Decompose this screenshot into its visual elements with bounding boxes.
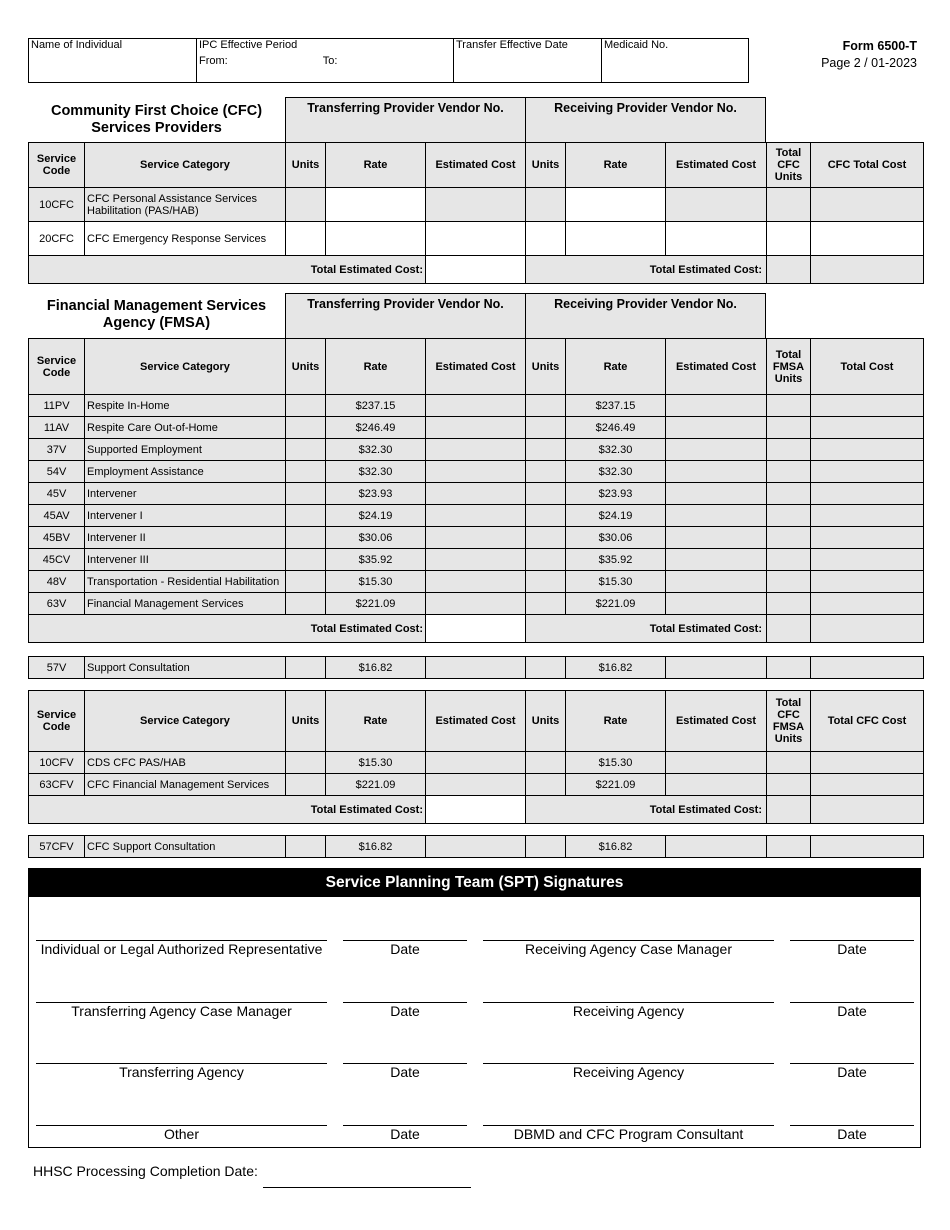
units-cell[interactable]	[526, 752, 566, 774]
service-code: 63V	[29, 593, 85, 615]
rate-cell[interactable]: $221.09	[326, 774, 426, 796]
service-code: 54V	[29, 461, 85, 483]
service-code: 57V	[29, 657, 85, 679]
table-row	[29, 505, 924, 527]
units-cell[interactable]	[526, 549, 566, 571]
col-units: Units	[526, 143, 566, 188]
table-row	[29, 593, 924, 615]
ipc-effective-period-field[interactable]	[197, 39, 454, 83]
units-cell[interactable]	[526, 483, 566, 505]
table-row	[29, 395, 924, 417]
estimated-cost-cell[interactable]	[666, 774, 767, 796]
units-cell[interactable]	[286, 417, 326, 439]
total-cost-cell[interactable]	[811, 593, 924, 615]
total-estimated-cost-cell[interactable]	[426, 615, 526, 643]
table-row	[29, 417, 924, 439]
signature-label: Other	[163, 1125, 199, 1142]
estimated-cost-cell[interactable]	[426, 527, 526, 549]
rate-cell[interactable]: $32.30	[326, 461, 426, 483]
units-cell[interactable]	[526, 395, 566, 417]
total-cost-cell[interactable]	[811, 571, 924, 593]
col-service-category: Service Category	[85, 339, 286, 395]
col-units: Units	[526, 339, 566, 395]
service-category: Financial Management Services	[85, 593, 286, 615]
total-estimated-cost-label: Total Estimated Cost:	[526, 796, 767, 824]
service-category: Intervener II	[85, 527, 286, 549]
rate-cell[interactable]: $15.30	[326, 752, 426, 774]
cfc-transferring-vendor-header[interactable]: Transferring Provider Vendor No.	[285, 97, 526, 143]
table-row	[29, 571, 924, 593]
units-cell[interactable]	[526, 439, 566, 461]
hhsc-completion-date-line[interactable]	[263, 1187, 471, 1188]
name-label: Name of Individual	[31, 39, 123, 51]
units-cell[interactable]	[526, 593, 566, 615]
table-row	[29, 752, 924, 774]
col-estimated-cost: Estimated Cost	[426, 691, 526, 752]
units-cell[interactable]	[526, 527, 566, 549]
table-row	[29, 483, 924, 505]
rate-cell[interactable]: $246.49	[326, 417, 426, 439]
units-cell[interactable]	[286, 461, 326, 483]
rate-cell[interactable]: $24.19	[326, 505, 426, 527]
service-code: 48V	[29, 571, 85, 593]
service-category: Supported Employment	[85, 439, 286, 461]
service-code: 45CV	[29, 549, 85, 571]
signature-label: Receiving Agency Case Manager	[524, 941, 732, 957]
total-units-cell[interactable]	[767, 549, 811, 571]
col-rate: Rate	[326, 339, 426, 395]
units-cell[interactable]	[286, 395, 326, 417]
total-units-cell[interactable]	[767, 752, 811, 774]
estimated-cost-cell[interactable]	[666, 461, 767, 483]
col-total-cfc-units: Total CFC Units	[767, 143, 811, 188]
estimated-cost-cell[interactable]	[666, 657, 767, 679]
total-cost-cell[interactable]	[811, 615, 924, 643]
rate-cell[interactable]: $221.09	[566, 774, 666, 796]
units-cell[interactable]	[526, 505, 566, 527]
total-row	[29, 615, 924, 643]
estimated-cost-cell[interactable]	[666, 483, 767, 505]
estimated-cost-cell[interactable]	[666, 549, 767, 571]
estimated-cost-cell[interactable]	[666, 527, 767, 549]
col-rate: Rate	[326, 691, 426, 752]
col-service-category: Service Category	[85, 691, 286, 752]
col-total-cfc-cost: Total CFC Cost	[811, 691, 924, 752]
units-cell[interactable]	[286, 505, 326, 527]
date-label: Date	[837, 1064, 867, 1080]
rate-cell[interactable]	[566, 222, 666, 256]
units-cell[interactable]	[526, 571, 566, 593]
rate-cell[interactable]: $30.06	[326, 527, 426, 549]
total-estimated-cost-label: Total Estimated Cost:	[526, 256, 767, 284]
service-code: 45BV	[29, 527, 85, 549]
units-cell[interactable]	[286, 188, 326, 222]
total-cost-cell[interactable]	[811, 188, 924, 222]
support-consultation-table	[28, 656, 924, 679]
total-units-cell[interactable]	[767, 593, 811, 615]
rate-cell[interactable]	[326, 222, 426, 256]
units-cell[interactable]	[286, 657, 326, 679]
col-service-code: Service Code	[29, 143, 85, 188]
rate-cell[interactable]: $16.82	[566, 836, 666, 858]
col-estimated-cost: Estimated Cost	[666, 143, 767, 188]
estimated-cost-cell[interactable]	[426, 774, 526, 796]
col-rate: Rate	[566, 691, 666, 752]
cfc-section-title	[28, 103, 285, 137]
rate-cell[interactable]: $35.92	[566, 549, 666, 571]
total-units-cell[interactable]	[767, 796, 811, 824]
rate-cell[interactable]: $237.15	[566, 395, 666, 417]
units-cell[interactable]	[526, 461, 566, 483]
fmsa-receiving-vendor-header[interactable]: Receiving Provider Vendor No.	[525, 293, 766, 339]
units-cell[interactable]	[526, 774, 566, 796]
date-label: Date	[390, 941, 420, 957]
service-category: Employment Assistance	[85, 461, 286, 483]
rate-cell[interactable]: $15.30	[326, 571, 426, 593]
estimated-cost-cell[interactable]	[426, 483, 526, 505]
service-code: 11AV	[29, 417, 85, 439]
name-of-individual-field[interactable]	[29, 39, 197, 83]
total-cost-cell[interactable]	[811, 395, 924, 417]
service-category: Respite Care Out-of-Home	[85, 417, 286, 439]
total-units-cell[interactable]	[767, 527, 811, 549]
total-estimated-cost-label: Total Estimated Cost:	[526, 615, 767, 643]
rate-cell[interactable]	[326, 188, 426, 222]
estimated-cost-cell[interactable]	[666, 188, 767, 222]
table-row	[29, 188, 924, 222]
transfer-effective-date-field[interactable]	[454, 39, 602, 83]
units-cell[interactable]	[286, 222, 326, 256]
estimated-cost-cell[interactable]	[666, 395, 767, 417]
date-label: Date	[390, 1002, 420, 1019]
col-service-category: Service Category	[85, 143, 286, 188]
rate-cell[interactable]: $23.93	[326, 483, 426, 505]
cds-cfc-services-table	[28, 690, 924, 824]
rate-cell[interactable]: $35.92	[326, 549, 426, 571]
estimated-cost-cell[interactable]	[426, 417, 526, 439]
rate-cell[interactable]: $32.30	[326, 439, 426, 461]
col-service-code: Service Code	[29, 339, 85, 395]
units-cell[interactable]	[286, 752, 326, 774]
col-units: Units	[526, 691, 566, 752]
signature-label: Receiving Agency	[572, 1002, 685, 1019]
total-units-cell[interactable]	[767, 615, 811, 643]
table-row	[29, 657, 924, 679]
units-cell[interactable]	[286, 593, 326, 615]
col-total-fmsa-units: Total FMSA Units	[767, 339, 811, 395]
date-label: Date	[837, 1002, 867, 1019]
total-units-cell[interactable]	[767, 256, 811, 284]
fmsa-title-line1: Financial Management Services	[46, 298, 267, 314]
units-cell[interactable]	[286, 549, 326, 571]
units-cell[interactable]	[286, 527, 326, 549]
total-cost-cell[interactable]	[811, 657, 924, 679]
ipc-label: IPC Effective Period	[199, 39, 298, 51]
total-cost-cell[interactable]	[811, 256, 924, 284]
total-estimated-cost-label: Total Estimated Cost:	[29, 615, 426, 643]
col-units: Units	[286, 143, 326, 188]
service-category: Intervener I	[85, 505, 286, 527]
rate-cell[interactable]: $32.30	[566, 439, 666, 461]
total-units-cell[interactable]	[767, 461, 811, 483]
units-cell[interactable]	[286, 836, 326, 858]
units-cell[interactable]	[526, 188, 566, 222]
estimated-cost-cell[interactable]	[426, 461, 526, 483]
cfc-support-consultation-table	[28, 835, 924, 858]
to-label: To:	[322, 55, 338, 67]
total-cost-cell[interactable]	[811, 796, 924, 824]
estimated-cost-cell[interactable]	[666, 836, 767, 858]
service-code: 45AV	[29, 505, 85, 527]
signature-label: Individual or Legal Authorized Representative	[40, 941, 323, 957]
table-row	[29, 836, 924, 858]
service-category: Intervener III	[85, 549, 286, 571]
units-cell[interactable]	[286, 774, 326, 796]
date-label: Date	[837, 941, 867, 957]
col-units: Units	[286, 691, 326, 752]
table-row	[29, 774, 924, 796]
total-cost-cell[interactable]	[811, 505, 924, 527]
col-total-cost: Total Cost	[811, 339, 924, 395]
form-number: Form 6500-T	[842, 39, 917, 53]
rate-cell[interactable]: $221.09	[566, 593, 666, 615]
service-category: Intervener	[85, 483, 286, 505]
service-category: CFC Emergency Response Services	[85, 222, 286, 256]
col-rate: Rate	[566, 339, 666, 395]
total-estimated-cost-cell[interactable]	[426, 796, 526, 824]
total-units-cell[interactable]	[767, 657, 811, 679]
col-units: Units	[286, 339, 326, 395]
total-estimated-cost-label: Total Estimated Cost:	[29, 796, 426, 824]
service-code: 10CFC	[29, 188, 85, 222]
service-category: Respite In-Home	[85, 395, 286, 417]
total-units-cell[interactable]	[767, 505, 811, 527]
total-units-cell[interactable]	[767, 571, 811, 593]
table-row	[29, 527, 924, 549]
total-cost-cell[interactable]	[811, 222, 924, 256]
total-cost-cell[interactable]	[811, 483, 924, 505]
total-cost-cell[interactable]	[811, 774, 924, 796]
total-cost-cell[interactable]	[811, 836, 924, 858]
transfer-label: Transfer Effective Date	[456, 39, 568, 51]
date-label: Date	[837, 1125, 867, 1142]
service-category: CFC Financial Management Services	[85, 774, 286, 796]
total-estimated-cost-cell[interactable]	[426, 256, 526, 284]
rate-cell[interactable]: $237.15	[326, 395, 426, 417]
estimated-cost-cell[interactable]	[426, 657, 526, 679]
total-estimated-cost-label: Total Estimated Cost:	[29, 256, 426, 284]
table-row	[29, 222, 924, 256]
signature-label: Receiving Agency	[572, 1064, 685, 1080]
rate-cell[interactable]: $30.06	[566, 527, 666, 549]
service-code: 11PV	[29, 395, 85, 417]
total-cost-cell[interactable]	[811, 549, 924, 571]
service-category: CFC Personal Assistance Services Habilitation (PAS/HAB)	[85, 188, 286, 222]
total-row	[29, 796, 924, 824]
service-code: 20CFC	[29, 222, 85, 256]
rate-cell[interactable]: $24.19	[566, 505, 666, 527]
cfc-title-line1: Community First Choice (CFC)	[50, 103, 263, 119]
cfc-services-table	[28, 142, 924, 284]
units-cell[interactable]	[286, 483, 326, 505]
estimated-cost-cell[interactable]	[666, 752, 767, 774]
col-total-cfc-fmsa-units: Total CFC FMSA Units	[767, 691, 811, 752]
units-cell[interactable]	[526, 657, 566, 679]
date-label: Date	[390, 1064, 420, 1080]
estimated-cost-cell[interactable]	[426, 836, 526, 858]
estimated-cost-cell[interactable]	[666, 222, 767, 256]
total-units-cell[interactable]	[767, 395, 811, 417]
fmsa-section-title	[28, 298, 285, 332]
units-cell[interactable]	[286, 571, 326, 593]
rate-cell[interactable]: $32.30	[566, 461, 666, 483]
medicaid-number-field[interactable]	[602, 39, 749, 83]
estimated-cost-cell[interactable]	[426, 571, 526, 593]
fmsa-services-table	[28, 338, 924, 643]
total-units-cell[interactable]	[767, 222, 811, 256]
page-info: Page 2 / 01-2023	[821, 56, 917, 70]
rate-cell[interactable]: $246.49	[566, 417, 666, 439]
col-service-code: Service Code	[29, 691, 85, 752]
hhsc-completion-label: HHSC Processing Completion Date:	[33, 1163, 258, 1179]
estimated-cost-cell[interactable]	[666, 439, 767, 461]
service-category: Support Consultation	[85, 657, 286, 679]
estimated-cost-cell[interactable]	[666, 593, 767, 615]
total-cost-cell[interactable]	[811, 439, 924, 461]
estimated-cost-cell[interactable]	[426, 395, 526, 417]
header-info-table	[28, 38, 749, 83]
cfc-receiving-vendor-header[interactable]: Receiving Provider Vendor No.	[525, 97, 766, 143]
rate-cell[interactable]: $15.30	[566, 571, 666, 593]
rate-cell[interactable]: $16.82	[566, 657, 666, 679]
col-estimated-cost: Estimated Cost	[666, 691, 767, 752]
units-cell[interactable]	[526, 417, 566, 439]
cfc-title-line2: Services Providers	[91, 120, 222, 136]
estimated-cost-cell[interactable]	[426, 188, 526, 222]
units-cell[interactable]	[526, 836, 566, 858]
col-rate: Rate	[326, 143, 426, 188]
col-estimated-cost: Estimated Cost	[666, 339, 767, 395]
service-code: 57CFV	[29, 836, 85, 858]
fmsa-transferring-vendor-header[interactable]: Transferring Provider Vendor No.	[285, 293, 526, 339]
service-category: CFC Support Consultation	[85, 836, 286, 858]
medicaid-label: Medicaid No.	[604, 39, 669, 51]
total-units-cell[interactable]	[767, 439, 811, 461]
signature-label: DBMD and CFC Program Consultant	[513, 1125, 744, 1142]
table-row	[29, 461, 924, 483]
total-row	[29, 256, 924, 284]
rate-cell[interactable]: $15.30	[566, 752, 666, 774]
service-category: Transportation - Residential Habilitation	[85, 571, 286, 593]
service-code: 63CFV	[29, 774, 85, 796]
fmsa-title-line2: Agency (FMSA)	[102, 315, 211, 331]
estimated-cost-cell[interactable]	[426, 752, 526, 774]
signatures-title: Service Planning Team (SPT) Signatures	[29, 869, 920, 897]
service-code: 37V	[29, 439, 85, 461]
signature-label: Transferring Agency	[119, 1064, 244, 1080]
service-category: CDS CFC PAS/HAB	[85, 752, 286, 774]
col-estimated-cost: Estimated Cost	[426, 339, 526, 395]
rate-cell[interactable]	[566, 188, 666, 222]
rate-cell[interactable]: $16.82	[326, 657, 426, 679]
total-cost-cell[interactable]	[811, 752, 924, 774]
total-units-cell[interactable]	[767, 774, 811, 796]
total-cost-cell[interactable]	[811, 417, 924, 439]
from-label: From:	[199, 55, 228, 67]
signature-label: Transferring Agency Case Manager	[71, 1002, 292, 1019]
estimated-cost-cell[interactable]	[426, 439, 526, 461]
estimated-cost-cell[interactable]	[426, 222, 526, 256]
col-cfc-total-cost: CFC Total Cost	[811, 143, 924, 188]
date-label: Date	[390, 1125, 420, 1142]
estimated-cost-cell[interactable]	[666, 571, 767, 593]
total-units-cell[interactable]	[767, 188, 811, 222]
table-row	[29, 439, 924, 461]
estimated-cost-cell[interactable]	[426, 549, 526, 571]
total-cost-cell[interactable]	[811, 527, 924, 549]
total-cost-cell[interactable]	[811, 461, 924, 483]
units-cell[interactable]	[526, 222, 566, 256]
estimated-cost-cell[interactable]	[426, 505, 526, 527]
rate-cell[interactable]: $16.82	[326, 836, 426, 858]
table-row	[29, 549, 924, 571]
total-units-cell[interactable]	[767, 483, 811, 505]
rate-cell[interactable]: $23.93	[566, 483, 666, 505]
service-code: 45V	[29, 483, 85, 505]
col-estimated-cost: Estimated Cost	[426, 143, 526, 188]
estimated-cost-cell[interactable]	[666, 417, 767, 439]
estimated-cost-cell[interactable]	[666, 505, 767, 527]
units-cell[interactable]	[286, 439, 326, 461]
total-units-cell[interactable]	[767, 836, 811, 858]
total-units-cell[interactable]	[767, 417, 811, 439]
col-rate: Rate	[566, 143, 666, 188]
rate-cell[interactable]: $221.09	[326, 593, 426, 615]
service-code: 10CFV	[29, 752, 85, 774]
estimated-cost-cell[interactable]	[426, 593, 526, 615]
